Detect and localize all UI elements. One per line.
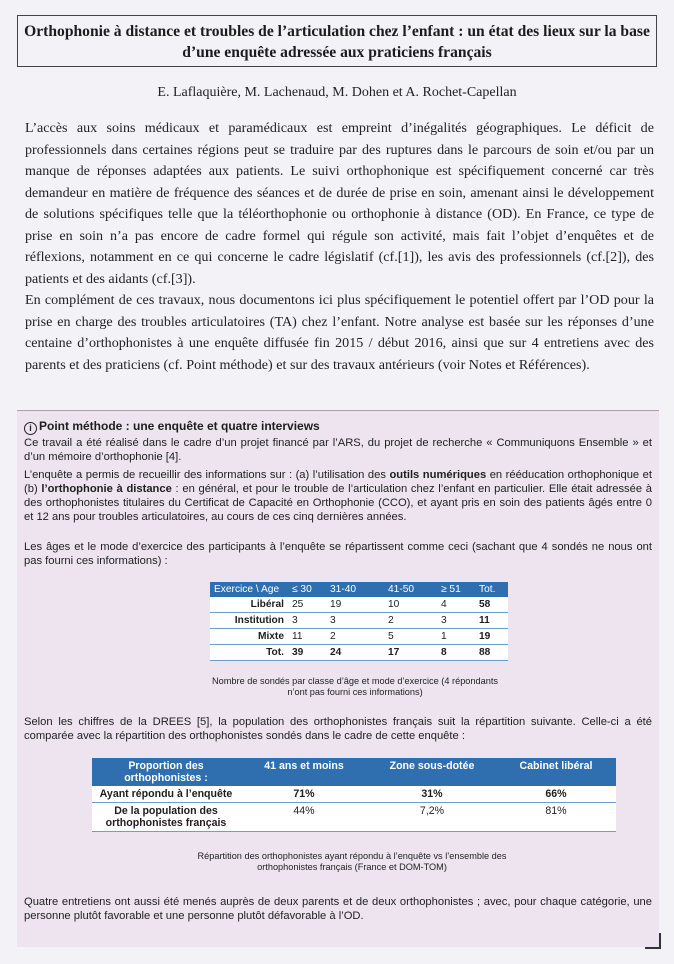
table-row <box>210 645 508 661</box>
method-title-text: Point méthode : une enquête et quatre interviews <box>39 419 320 433</box>
prop-table-header-cell: 41 ans et moins <box>240 758 368 786</box>
table-cell: 71% <box>240 786 368 803</box>
row-label: Mixte <box>210 629 288 645</box>
prop-table-header-cell: Cabinet libéral <box>496 758 616 786</box>
table-cell: 2 <box>384 613 437 629</box>
age-table-caption: Nombre de sondés par classe d’âge et mode d’exercice (4 répondants n’ont pas fourni ces informations) <box>212 676 498 697</box>
age-table-header-cell: 41-50 <box>384 582 437 597</box>
intro-paragraph-1: L’accès aux soins médicaux et paramédicaux est empreint d’inégalités géographiques. Le déficit de professionnels dans certaines régions peut se traduire par des ruptures dans le parcours de soin et/ou par un manque de réponses adaptées aux patients. Le suivi orthophonique est spécifiquement concerné car très demandeur en matière de fréquence des séances et de durée de prise en soin, amenant ainsi le développement de solutions spécifiques telle que la téléorthophonie ou orthophonie à distance (OD). En France, ce type de prise en soin n’a pas encore de cadre formel qui régule son activité, mais fait l’objet d’enquêtes et de réflexions, notamment en ce qui concerne le cadre législatif (cf.[1]), les avis des professionnels (cf.[2]), des patients et des aidants (cf.[3]). <box>25 120 654 287</box>
row-label: Ayant répondu à l’enquête <box>92 786 240 803</box>
table-cell: 19 <box>326 597 384 613</box>
method-text-2e: : en général, et pour le trouble de l’articulation chez l’enfant en particulier. Elle était adressée à des orthophonistes titulaires du Certificat de Capacité en Orthophonie (CCO), et ayant pris en soin des patients âgés entre 0 et 12 ans pour troubles articulatoires, au cours de ces cinq dernières années. <box>24 483 652 523</box>
age-table-header-cell: ≤ 30 <box>288 582 326 597</box>
table-cell: 25 <box>288 597 326 613</box>
table-cell: 1 <box>437 629 475 645</box>
age-table-header-cell: ≥ 51 <box>437 582 475 597</box>
authors-line: E. Laflaquière, M. Lachenaud, M. Dohen et A. Rochet-Capellan <box>157 85 517 100</box>
table-cell: 5 <box>384 629 437 645</box>
row-label: Institution <box>210 613 288 629</box>
row-label: Tot. <box>210 645 288 661</box>
method-text-2 <box>24 468 652 524</box>
row-label: Libéral <box>210 597 288 613</box>
table-cell: 3 <box>288 613 326 629</box>
table-cell: 11 <box>475 613 508 629</box>
table-cell: 11 <box>288 629 326 645</box>
proportion-table-header <box>92 758 616 786</box>
proportion-table-caption: Répartition des orthophonistes ayant répondu à l’enquête vs l’ensemble des orthophonistes français (France et DOM-TOM) <box>197 851 507 872</box>
table-cell: 31% <box>368 786 496 803</box>
corner-bracket <box>645 933 661 949</box>
table-row <box>210 597 508 613</box>
method-text-5: Quatre entretiens ont aussi été menés auprès de deux parents et de deux orthophonistes ; avec, pour chaque catégorie, une personne plutôt favorable et une personne plutôt défavorable à l’OD. <box>24 896 652 922</box>
table-cell: 2 <box>326 629 384 645</box>
age-table-header <box>210 582 508 597</box>
method-box <box>17 410 659 947</box>
table-cell: 4 <box>437 597 475 613</box>
info-icon: i <box>24 422 37 435</box>
prop-table-header-cell: Zone sous-dotée <box>368 758 496 786</box>
method-text-1: Ce travail a été réalisé dans le cadre d’un projet financé par l’ARS, du projet de recherche « Communiquons Ensemble » et d’un mémoire d’orthophonie [4]. <box>24 437 652 463</box>
table-cell: 8 <box>437 645 475 661</box>
table-cell: 44% <box>240 803 368 832</box>
table-row <box>92 803 616 832</box>
method-text-2b: outils numériques <box>389 469 487 481</box>
intro-paragraph-2: En complément de ces travaux, nous documentons ici plus spécifiquement le potentiel offert par l’OD pour la prise en charge des troubles articulatoires (TA) chez l’enfant. Notre analyse est basée sur les réponses d’une centaine d’orthophonistes à une enquête diffusée fin 2015 / début 2016, ainsi que sur 4 entretiens avec des parents et des praticiens (cf. Point méthode) et sur des travaux antérieurs (voir Notes et Références). <box>25 292 654 373</box>
method-text-3: Les âges et le mode d’exercice des participants à l’enquête se répartissent comme ceci (sachant que 4 sondés ne nous ont pas fourni ces informations) : <box>24 541 652 567</box>
method-text-2a: L’enquête a permis de recueillir des informations sur : (a) l’utilisation des <box>24 469 390 481</box>
age-table-header-cell: Exercice \ Age <box>210 582 288 597</box>
table-cell: 17 <box>384 645 437 661</box>
table-cell: 58 <box>475 597 508 613</box>
table-cell: 24 <box>326 645 384 661</box>
table-cell: 3 <box>437 613 475 629</box>
method-title <box>24 419 320 435</box>
table-cell: 81% <box>496 803 616 832</box>
prop-table-header-cell: Proportion des orthophonistes : <box>92 758 240 786</box>
table-cell: 39 <box>288 645 326 661</box>
method-text-2d: l’orthophonie à distance <box>41 483 172 495</box>
age-table-header-cell: 31-40 <box>326 582 384 597</box>
method-text-4: Selon les chiffres de la DREES [5], la population des orthophonistes français suit la répartition suivante. Celle-ci a été comparée avec la répartition des orthophonistes sondés dans le cadre de cette enquête : <box>24 716 652 742</box>
table-cell: 3 <box>326 613 384 629</box>
table-row <box>210 613 508 629</box>
table-cell: 66% <box>496 786 616 803</box>
page-title: Orthophonie à distance et troubles de l’articulation chez l’enfant : un état des lieux sur la base d’une enquête adressée aux praticiens français <box>17 15 657 67</box>
table-cell: 88 <box>475 645 508 661</box>
table-row <box>210 629 508 645</box>
table-cell: 10 <box>384 597 437 613</box>
method-text-2c: en rééducation orthophonique et (b) <box>24 469 652 495</box>
row-label: De la population des orthophonistes français <box>92 803 240 832</box>
age-table-header-cell: Tot. <box>475 582 508 597</box>
table-row <box>92 786 616 803</box>
age-table <box>210 582 508 661</box>
proportion-table <box>92 758 616 832</box>
table-cell: 7,2% <box>368 803 496 832</box>
table-cell: 19 <box>475 629 508 645</box>
